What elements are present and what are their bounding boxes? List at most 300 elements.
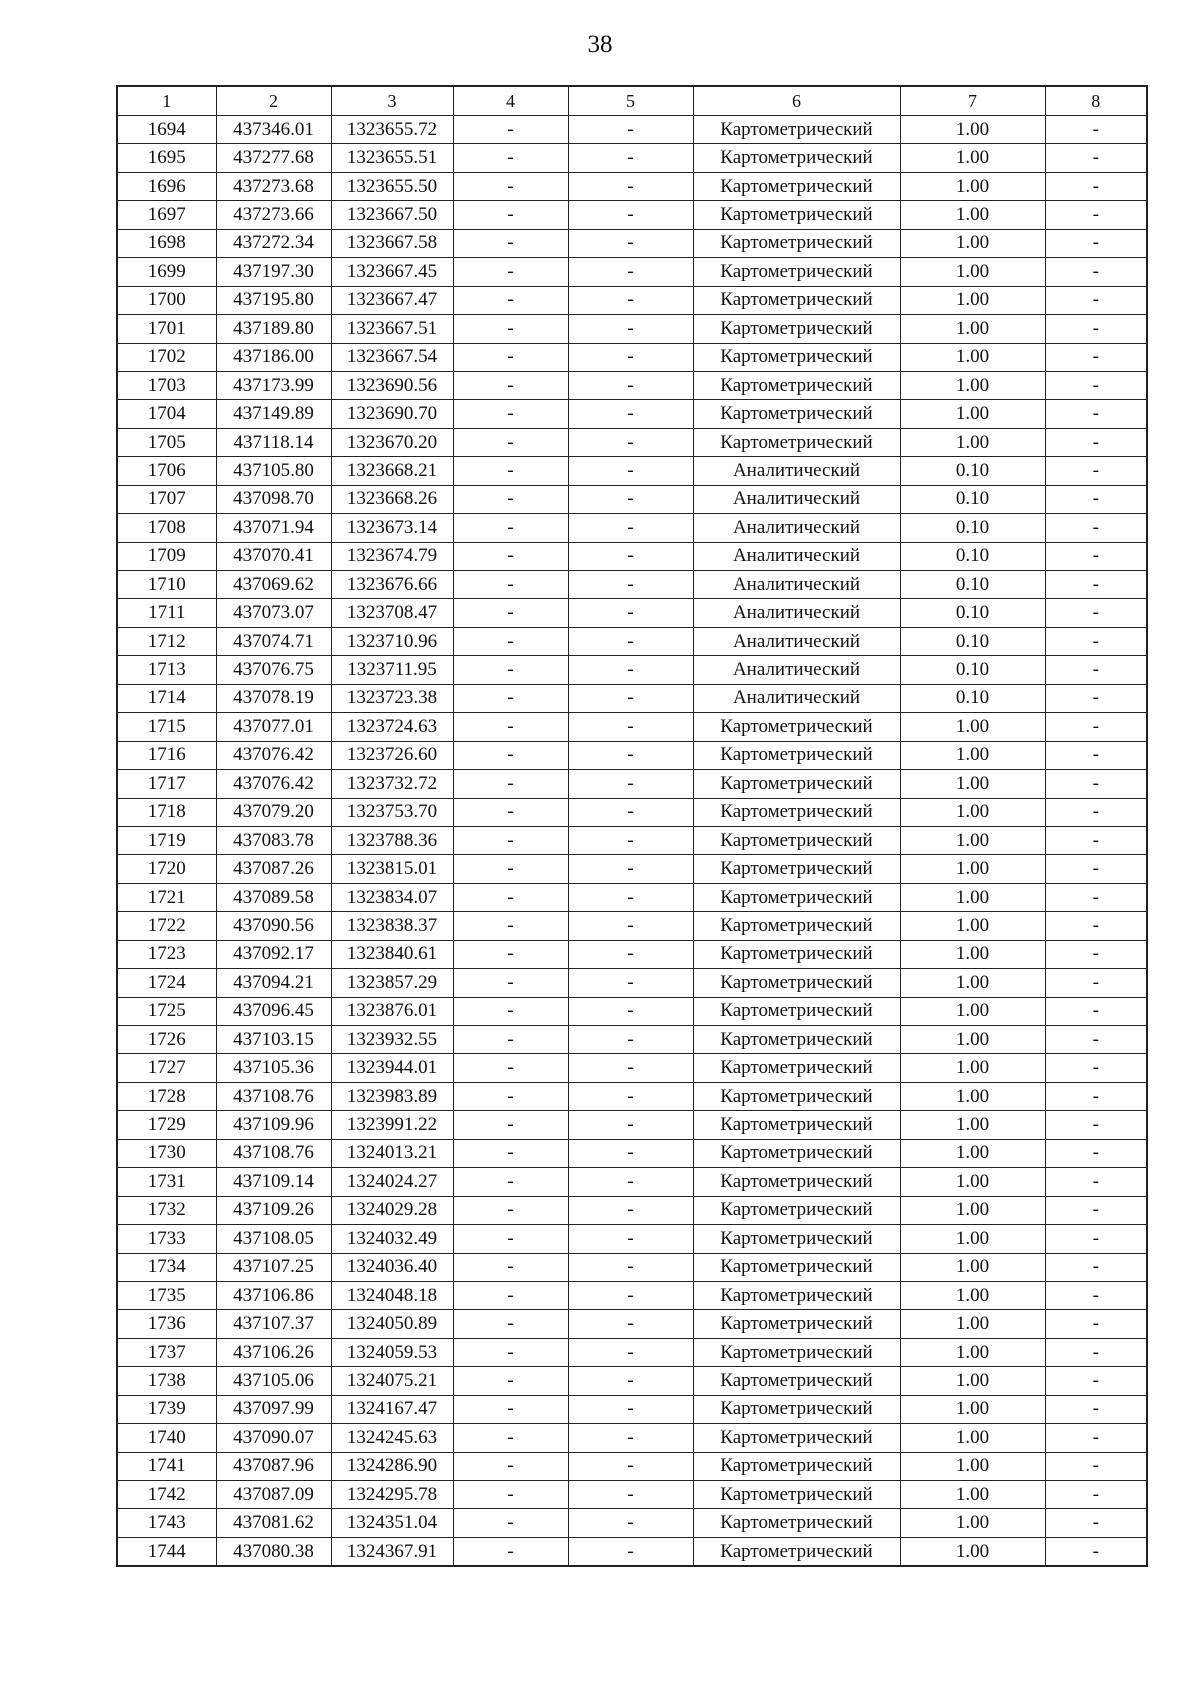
table-row — [117, 1509, 1147, 1537]
y-coordinate-cell: 1324048.18 — [331, 1281, 453, 1309]
column-header: 4 — [453, 86, 568, 116]
table-row — [117, 116, 1147, 144]
table-row — [117, 741, 1147, 769]
accuracy-cell: 1.00 — [900, 428, 1045, 456]
y-coordinate-cell: 1324029.28 — [331, 1196, 453, 1224]
method-cell: Картометрический — [693, 770, 900, 798]
column-5-cell: - — [568, 229, 693, 257]
y-coordinate-cell: 1323667.45 — [331, 258, 453, 286]
method-cell: Картометрический — [693, 1481, 900, 1509]
x-coordinate-cell: 437109.26 — [216, 1196, 331, 1224]
accuracy-cell: 1.00 — [900, 713, 1045, 741]
point-number-cell: 1715 — [117, 713, 216, 741]
point-number-cell: 1728 — [117, 1082, 216, 1110]
method-cell: Картометрический — [693, 1225, 900, 1253]
table-row — [117, 1026, 1147, 1054]
method-cell: Картометрический — [693, 258, 900, 286]
table-row — [117, 940, 1147, 968]
column-8-cell: - — [1045, 1225, 1147, 1253]
column-8-cell: - — [1045, 400, 1147, 428]
column-header: 7 — [900, 86, 1045, 116]
column-4-cell: - — [453, 1281, 568, 1309]
method-cell: Аналитический — [693, 457, 900, 485]
point-number-cell: 1725 — [117, 997, 216, 1025]
y-coordinate-cell: 1323788.36 — [331, 826, 453, 854]
y-coordinate-cell: 1324367.91 — [331, 1537, 453, 1566]
column-8-cell: - — [1045, 571, 1147, 599]
column-8-cell: - — [1045, 1452, 1147, 1480]
column-5-cell: - — [568, 741, 693, 769]
column-8-cell: - — [1045, 1054, 1147, 1082]
table-row — [117, 400, 1147, 428]
column-5-cell: - — [568, 514, 693, 542]
x-coordinate-cell: 437081.62 — [216, 1509, 331, 1537]
point-number-cell: 1699 — [117, 258, 216, 286]
column-4-cell: - — [453, 315, 568, 343]
point-number-cell: 1729 — [117, 1111, 216, 1139]
table-row — [117, 1481, 1147, 1509]
column-4-cell: - — [453, 940, 568, 968]
column-8-cell: - — [1045, 1111, 1147, 1139]
x-coordinate-cell: 437109.96 — [216, 1111, 331, 1139]
x-coordinate-cell: 437346.01 — [216, 116, 331, 144]
point-number-cell: 1701 — [117, 315, 216, 343]
column-4-cell: - — [453, 798, 568, 826]
column-4-cell: - — [453, 656, 568, 684]
column-8-cell: - — [1045, 741, 1147, 769]
column-4-cell: - — [453, 713, 568, 741]
accuracy-cell: 1.00 — [900, 1082, 1045, 1110]
x-coordinate-cell: 437071.94 — [216, 514, 331, 542]
column-4-cell: - — [453, 826, 568, 854]
column-5-cell: - — [568, 1281, 693, 1309]
y-coordinate-cell: 1323723.38 — [331, 684, 453, 712]
column-4-cell: - — [453, 1082, 568, 1110]
table-row — [117, 258, 1147, 286]
y-coordinate-cell: 1324032.49 — [331, 1225, 453, 1253]
column-8-cell: - — [1045, 627, 1147, 655]
column-4-cell: - — [453, 286, 568, 314]
column-5-cell: - — [568, 286, 693, 314]
y-coordinate-cell: 1324050.89 — [331, 1310, 453, 1338]
table-row — [117, 1281, 1147, 1309]
x-coordinate-cell: 437108.76 — [216, 1139, 331, 1167]
column-8-cell: - — [1045, 1338, 1147, 1366]
column-4-cell: - — [453, 1026, 568, 1054]
table-row — [117, 770, 1147, 798]
column-4-cell: - — [453, 172, 568, 200]
point-number-cell: 1717 — [117, 770, 216, 798]
point-number-cell: 1714 — [117, 684, 216, 712]
accuracy-cell: 0.10 — [900, 542, 1045, 570]
column-5-cell: - — [568, 371, 693, 399]
column-4-cell: - — [453, 229, 568, 257]
method-cell: Картометрический — [693, 1537, 900, 1566]
accuracy-cell: 1.00 — [900, 1537, 1045, 1566]
table-row — [117, 969, 1147, 997]
accuracy-cell: 1.00 — [900, 1026, 1045, 1054]
method-cell: Картометрический — [693, 315, 900, 343]
column-5-cell: - — [568, 1168, 693, 1196]
table-row — [117, 1338, 1147, 1366]
column-8-cell: - — [1045, 684, 1147, 712]
column-4-cell: - — [453, 1537, 568, 1566]
column-4-cell: - — [453, 855, 568, 883]
column-8-cell: - — [1045, 912, 1147, 940]
column-8-cell: - — [1045, 1310, 1147, 1338]
y-coordinate-cell: 1323726.60 — [331, 741, 453, 769]
table-row — [117, 144, 1147, 172]
column-8-cell: - — [1045, 940, 1147, 968]
column-5-cell: - — [568, 172, 693, 200]
column-4-cell: - — [453, 400, 568, 428]
accuracy-cell: 1.00 — [900, 1310, 1045, 1338]
column-8-cell: - — [1045, 428, 1147, 456]
column-4-cell: - — [453, 144, 568, 172]
method-cell: Картометрический — [693, 1424, 900, 1452]
column-5-cell: - — [568, 1310, 693, 1338]
x-coordinate-cell: 437105.36 — [216, 1054, 331, 1082]
column-5-cell: - — [568, 542, 693, 570]
table-row — [117, 428, 1147, 456]
accuracy-cell: 1.00 — [900, 1395, 1045, 1423]
column-4-cell: - — [453, 969, 568, 997]
table-row — [117, 1367, 1147, 1395]
x-coordinate-cell: 437074.71 — [216, 627, 331, 655]
accuracy-cell: 1.00 — [900, 1509, 1045, 1537]
y-coordinate-cell: 1323834.07 — [331, 883, 453, 911]
method-cell: Картометрический — [693, 1367, 900, 1395]
column-8-cell: - — [1045, 855, 1147, 883]
column-4-cell: - — [453, 912, 568, 940]
column-header: 2 — [216, 86, 331, 116]
column-4-cell: - — [453, 371, 568, 399]
x-coordinate-cell: 437087.26 — [216, 855, 331, 883]
column-5-cell: - — [568, 656, 693, 684]
table-row — [117, 1537, 1147, 1566]
y-coordinate-cell: 1323655.51 — [331, 144, 453, 172]
point-number-cell: 1721 — [117, 883, 216, 911]
x-coordinate-cell: 437096.45 — [216, 997, 331, 1025]
x-coordinate-cell: 437173.99 — [216, 371, 331, 399]
table-row — [117, 656, 1147, 684]
table-row — [117, 855, 1147, 883]
method-cell: Картометрический — [693, 1452, 900, 1480]
y-coordinate-cell: 1323840.61 — [331, 940, 453, 968]
table-row — [117, 798, 1147, 826]
method-cell: Картометрический — [693, 1338, 900, 1366]
y-coordinate-cell: 1323932.55 — [331, 1026, 453, 1054]
column-header: 1 — [117, 86, 216, 116]
x-coordinate-cell: 437108.76 — [216, 1082, 331, 1110]
point-number-cell: 1726 — [117, 1026, 216, 1054]
y-coordinate-cell: 1323983.89 — [331, 1082, 453, 1110]
method-cell: Картометрический — [693, 883, 900, 911]
x-coordinate-cell: 437197.30 — [216, 258, 331, 286]
x-coordinate-cell: 437092.17 — [216, 940, 331, 968]
point-number-cell: 1732 — [117, 1196, 216, 1224]
x-coordinate-cell: 437105.80 — [216, 457, 331, 485]
point-number-cell: 1706 — [117, 457, 216, 485]
accuracy-cell: 1.00 — [900, 1367, 1045, 1395]
column-5-cell: - — [568, 1253, 693, 1281]
x-coordinate-cell: 437186.00 — [216, 343, 331, 371]
point-number-cell: 1700 — [117, 286, 216, 314]
accuracy-cell: 0.10 — [900, 514, 1045, 542]
column-5-cell: - — [568, 684, 693, 712]
method-cell: Аналитический — [693, 542, 900, 570]
column-8-cell: - — [1045, 542, 1147, 570]
column-4-cell: - — [453, 684, 568, 712]
point-number-cell: 1741 — [117, 1452, 216, 1480]
x-coordinate-cell: 437090.56 — [216, 912, 331, 940]
column-8-cell: - — [1045, 258, 1147, 286]
y-coordinate-cell: 1324295.78 — [331, 1481, 453, 1509]
method-cell: Картометрический — [693, 1310, 900, 1338]
x-coordinate-cell: 437109.14 — [216, 1168, 331, 1196]
point-number-cell: 1719 — [117, 826, 216, 854]
table-row — [117, 172, 1147, 200]
method-cell: Картометрический — [693, 229, 900, 257]
accuracy-cell: 1.00 — [900, 1196, 1045, 1224]
table-row — [117, 1452, 1147, 1480]
column-4-cell: - — [453, 1395, 568, 1423]
x-coordinate-cell: 437090.07 — [216, 1424, 331, 1452]
accuracy-cell: 0.10 — [900, 485, 1045, 513]
y-coordinate-cell: 1323690.70 — [331, 400, 453, 428]
table-row — [117, 229, 1147, 257]
method-cell: Аналитический — [693, 485, 900, 513]
accuracy-cell: 1.00 — [900, 172, 1045, 200]
column-8-cell: - — [1045, 826, 1147, 854]
y-coordinate-cell: 1324013.21 — [331, 1139, 453, 1167]
y-coordinate-cell: 1323668.26 — [331, 485, 453, 513]
method-cell: Картометрический — [693, 912, 900, 940]
column-4-cell: - — [453, 514, 568, 542]
accuracy-cell: 1.00 — [900, 343, 1045, 371]
column-4-cell: - — [453, 1367, 568, 1395]
point-number-cell: 1743 — [117, 1509, 216, 1537]
method-cell: Аналитический — [693, 684, 900, 712]
y-coordinate-cell: 1324024.27 — [331, 1168, 453, 1196]
table-row — [117, 542, 1147, 570]
column-header: 5 — [568, 86, 693, 116]
x-coordinate-cell: 437277.68 — [216, 144, 331, 172]
column-8-cell: - — [1045, 514, 1147, 542]
point-number-cell: 1736 — [117, 1310, 216, 1338]
table-row — [117, 1225, 1147, 1253]
accuracy-cell: 1.00 — [900, 258, 1045, 286]
x-coordinate-cell: 437098.70 — [216, 485, 331, 513]
x-coordinate-cell: 437189.80 — [216, 315, 331, 343]
column-5-cell: - — [568, 1082, 693, 1110]
table-row — [117, 1168, 1147, 1196]
column-8-cell: - — [1045, 883, 1147, 911]
point-number-cell: 1734 — [117, 1253, 216, 1281]
y-coordinate-cell: 1324245.63 — [331, 1424, 453, 1452]
column-4-cell: - — [453, 116, 568, 144]
table-row — [117, 684, 1147, 712]
accuracy-cell: 0.10 — [900, 571, 1045, 599]
method-cell: Картометрический — [693, 1253, 900, 1281]
x-coordinate-cell: 437273.68 — [216, 172, 331, 200]
accuracy-cell: 0.10 — [900, 457, 1045, 485]
column-5-cell: - — [568, 116, 693, 144]
column-5-cell: - — [568, 485, 693, 513]
column-5-cell: - — [568, 571, 693, 599]
accuracy-cell: 1.00 — [900, 286, 1045, 314]
accuracy-cell: 1.00 — [900, 1481, 1045, 1509]
x-coordinate-cell: 437070.41 — [216, 542, 331, 570]
method-cell: Картометрический — [693, 201, 900, 229]
x-coordinate-cell: 437080.38 — [216, 1537, 331, 1566]
accuracy-cell: 1.00 — [900, 315, 1045, 343]
column-4-cell: - — [453, 1481, 568, 1509]
column-5-cell: - — [568, 428, 693, 456]
column-8-cell: - — [1045, 1481, 1147, 1509]
column-4-cell: - — [453, 1452, 568, 1480]
method-cell: Картометрический — [693, 1281, 900, 1309]
point-number-cell: 1730 — [117, 1139, 216, 1167]
table-body — [117, 116, 1147, 1567]
method-cell: Картометрический — [693, 1054, 900, 1082]
column-5-cell: - — [568, 400, 693, 428]
x-coordinate-cell: 437103.15 — [216, 1026, 331, 1054]
accuracy-cell: 0.10 — [900, 627, 1045, 655]
point-number-cell: 1712 — [117, 627, 216, 655]
y-coordinate-cell: 1323724.63 — [331, 713, 453, 741]
point-number-cell: 1733 — [117, 1225, 216, 1253]
column-8-cell: - — [1045, 1509, 1147, 1537]
point-number-cell: 1698 — [117, 229, 216, 257]
column-5-cell: - — [568, 997, 693, 1025]
y-coordinate-cell: 1323655.50 — [331, 172, 453, 200]
table-row — [117, 571, 1147, 599]
y-coordinate-cell: 1323655.72 — [331, 116, 453, 144]
y-coordinate-cell: 1324286.90 — [331, 1452, 453, 1480]
table-row — [117, 343, 1147, 371]
column-5-cell: - — [568, 1338, 693, 1366]
point-number-cell: 1705 — [117, 428, 216, 456]
column-8-cell: - — [1045, 116, 1147, 144]
column-4-cell: - — [453, 201, 568, 229]
point-number-cell: 1737 — [117, 1338, 216, 1366]
column-4-cell: - — [453, 1139, 568, 1167]
column-8-cell: - — [1045, 798, 1147, 826]
column-header: 3 — [331, 86, 453, 116]
x-coordinate-cell: 437195.80 — [216, 286, 331, 314]
method-cell: Картометрический — [693, 1395, 900, 1423]
y-coordinate-cell: 1324036.40 — [331, 1253, 453, 1281]
column-4-cell: - — [453, 997, 568, 1025]
x-coordinate-cell: 437069.62 — [216, 571, 331, 599]
x-coordinate-cell: 437078.19 — [216, 684, 331, 712]
method-cell: Картометрический — [693, 400, 900, 428]
y-coordinate-cell: 1323668.21 — [331, 457, 453, 485]
point-number-cell: 1744 — [117, 1537, 216, 1566]
method-cell: Картометрический — [693, 855, 900, 883]
column-8-cell: - — [1045, 599, 1147, 627]
column-8-cell: - — [1045, 1196, 1147, 1224]
point-number-cell: 1710 — [117, 571, 216, 599]
x-coordinate-cell: 437106.26 — [216, 1338, 331, 1366]
x-coordinate-cell: 437108.05 — [216, 1225, 331, 1253]
method-cell: Картометрический — [693, 1139, 900, 1167]
column-8-cell: - — [1045, 1367, 1147, 1395]
accuracy-cell: 1.00 — [900, 1281, 1045, 1309]
point-number-cell: 1716 — [117, 741, 216, 769]
method-cell: Аналитический — [693, 627, 900, 655]
point-number-cell: 1722 — [117, 912, 216, 940]
y-coordinate-cell: 1323676.66 — [331, 571, 453, 599]
column-8-cell: - — [1045, 485, 1147, 513]
method-cell: Картометрический — [693, 1509, 900, 1537]
x-coordinate-cell: 437076.42 — [216, 770, 331, 798]
column-4-cell: - — [453, 258, 568, 286]
table-row — [117, 315, 1147, 343]
column-5-cell: - — [568, 969, 693, 997]
column-8-cell: - — [1045, 1424, 1147, 1452]
y-coordinate-cell: 1323708.47 — [331, 599, 453, 627]
y-coordinate-cell: 1323815.01 — [331, 855, 453, 883]
accuracy-cell: 1.00 — [900, 997, 1045, 1025]
method-cell: Картометрический — [693, 940, 900, 968]
x-coordinate-cell: 437106.86 — [216, 1281, 331, 1309]
column-5-cell: - — [568, 1196, 693, 1224]
method-cell: Картометрический — [693, 1082, 900, 1110]
accuracy-cell: 1.00 — [900, 1054, 1045, 1082]
y-coordinate-cell: 1323690.56 — [331, 371, 453, 399]
column-8-cell: - — [1045, 315, 1147, 343]
x-coordinate-cell: 437107.25 — [216, 1253, 331, 1281]
point-number-cell: 1742 — [117, 1481, 216, 1509]
column-5-cell: - — [568, 1111, 693, 1139]
column-4-cell: - — [453, 599, 568, 627]
column-4-cell: - — [453, 770, 568, 798]
accuracy-cell: 1.00 — [900, 770, 1045, 798]
column-5-cell: - — [568, 1054, 693, 1082]
method-cell: Картометрический — [693, 116, 900, 144]
column-5-cell: - — [568, 599, 693, 627]
method-cell: Аналитический — [693, 656, 900, 684]
column-4-cell: - — [453, 1310, 568, 1338]
y-coordinate-cell: 1323857.29 — [331, 969, 453, 997]
point-number-cell: 1694 — [117, 116, 216, 144]
column-5-cell: - — [568, 912, 693, 940]
table-row — [117, 1082, 1147, 1110]
x-coordinate-cell: 437076.75 — [216, 656, 331, 684]
table-row — [117, 1196, 1147, 1224]
column-4-cell: - — [453, 1338, 568, 1366]
column-5-cell: - — [568, 1139, 693, 1167]
column-4-cell: - — [453, 485, 568, 513]
column-5-cell: - — [568, 940, 693, 968]
point-number-cell: 1708 — [117, 514, 216, 542]
y-coordinate-cell: 1323753.70 — [331, 798, 453, 826]
column-4-cell: - — [453, 1225, 568, 1253]
y-coordinate-cell: 1323667.47 — [331, 286, 453, 314]
column-4-cell: - — [453, 1509, 568, 1537]
method-cell: Картометрический — [693, 1111, 900, 1139]
x-coordinate-cell: 437076.42 — [216, 741, 331, 769]
column-4-cell: - — [453, 1424, 568, 1452]
point-number-cell: 1704 — [117, 400, 216, 428]
point-number-cell: 1735 — [117, 1281, 216, 1309]
method-cell: Картометрический — [693, 343, 900, 371]
x-coordinate-cell: 437149.89 — [216, 400, 331, 428]
accuracy-cell: 0.10 — [900, 684, 1045, 712]
column-8-cell: - — [1045, 371, 1147, 399]
